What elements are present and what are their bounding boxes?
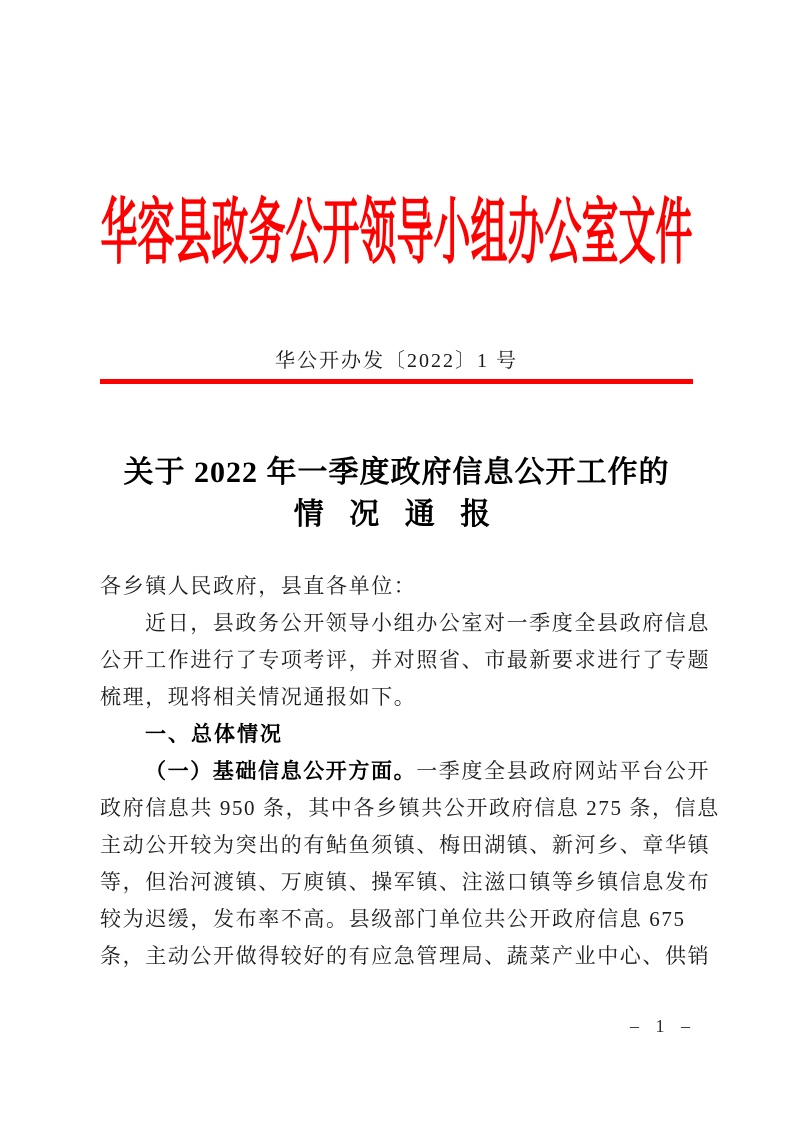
text-run: 条，主动公开做得较好的有应急管理局、蔬菜产业中心、供销 [100,944,711,968]
document-body [100,568,720,975]
text-run: 较为迟缓，发布率不高。县级部门单位共公开政府信息 675 [100,907,686,931]
body-line [100,901,696,938]
body-line [100,790,720,827]
page-number: – 1 – [630,1016,696,1036]
body-line [100,827,711,864]
body-line [100,568,696,605]
text-run: 各乡镇人民政府，县直各单位： [100,574,417,598]
red-separator-rule [100,379,693,384]
body-line [100,753,711,790]
document-title-line-2: 情 况 通 报 [293,498,500,531]
text-run: 梳理，现将相关情况通报如下。 [100,685,417,709]
text-run: 政府信息共 950 条，其中各乡镇共公开政府信息 275 条，信息 [100,796,720,820]
body-line [100,938,711,975]
body-line [100,679,696,716]
document-title-line-1: 关于 2022 年一季度政府信息公开工作的 [123,456,670,489]
body-line [100,605,710,642]
letterhead-banner [0,189,793,275]
body-line [100,716,696,753]
text-run: 一季度全县政府网站平台公开 [416,759,711,783]
text-run: 等，但治河渡镇、万庾镇、操军镇、注滋口镇等乡镇信息发布 [100,870,711,894]
text-run: 公开工作进行了专项考评，并对照省、市最新要求进行了专题 [100,648,711,672]
letterhead-banner-text: 华容县政务公开领导小组办公室文件 [100,194,693,275]
text-run: 近日，县政务公开领导小组办公室对一季度全县政府信息 [145,611,710,635]
body-line [100,642,711,679]
text-run: 主动公开较为突出的有鲇鱼须镇、梅田湖镇、新河乡、章华镇 [100,833,711,857]
document-title [0,452,793,536]
text-run: （一）基础信息公开方面。 [145,759,417,783]
document-reference-number: 华公开办发〔2022〕1 号 [275,350,518,372]
text-run: 一、总体情况 [145,723,283,746]
body-line [100,864,711,901]
